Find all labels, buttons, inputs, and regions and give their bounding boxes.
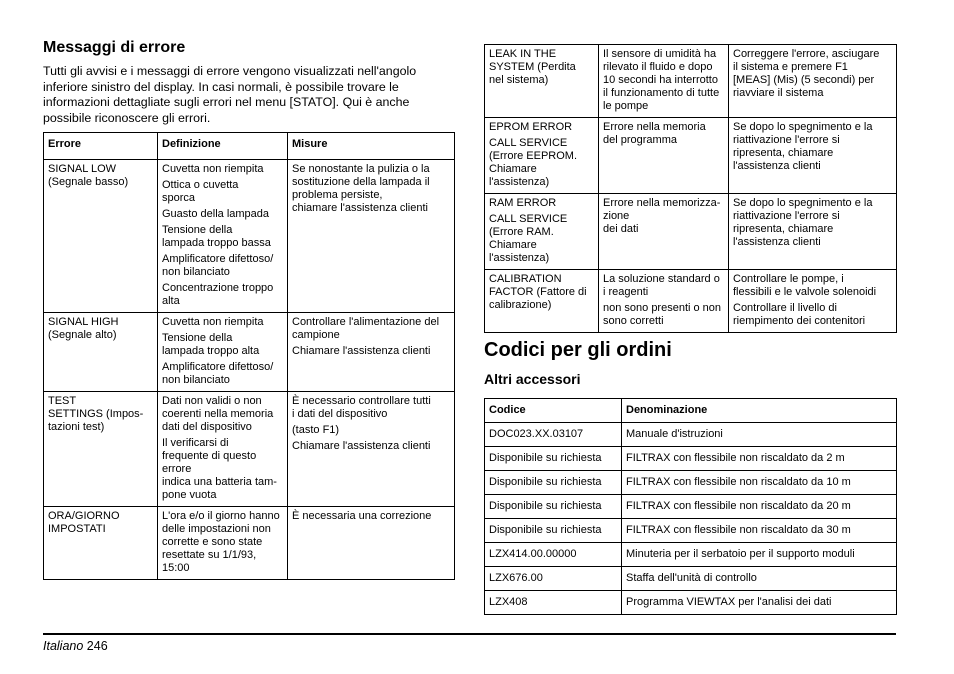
cell-line: nel sistema) (489, 74, 549, 86)
error-cell (485, 45, 599, 118)
intro-line: possibile riconoscere gli errori. (43, 110, 211, 125)
cell-line: [MEAS] (Mis) (5 secondi) per (733, 74, 875, 86)
cell-line: FACTOR (Fattore di (489, 286, 587, 298)
cell-line: delle impostazioni non (162, 523, 271, 535)
cell-line: l'assistenza clienti (733, 160, 821, 172)
definition-cell (158, 392, 288, 507)
code-cell: LZX676.00 (485, 567, 622, 591)
error-cell (44, 160, 158, 313)
cell-line: Chiamare (489, 239, 537, 251)
cell-line: sono corretti (603, 315, 664, 327)
cell-line: Controllare l'alimentazione del (292, 316, 440, 328)
table-row (485, 543, 897, 567)
footer-language: Italiano (43, 639, 84, 653)
cell-line: Controllare le pompe, i (733, 273, 844, 285)
cell-line: i dati del dispositivo (292, 408, 388, 420)
definition-cell (599, 194, 729, 270)
cell-line: Il verificarsi di (162, 437, 229, 449)
cell-line: Cuvetta non riempita (162, 316, 264, 328)
cell-line: non sono presenti o non (603, 302, 722, 314)
cell-line: Chiamare (489, 163, 537, 175)
cell-line: problema persiste, (292, 189, 383, 201)
definition-cell (158, 313, 288, 392)
cell-line: IMPOSTATI (48, 523, 106, 535)
cell-line: Se dopo lo spegnimento e la (733, 197, 873, 209)
cell-line: Dati non validi o non (162, 395, 262, 407)
cell-line: le pompe (603, 100, 649, 112)
table-row (485, 591, 897, 615)
subsection-heading: Altri accessori (484, 371, 581, 387)
description-cell: FILTRAX con flessibile non riscaldato da 10 m (622, 471, 897, 495)
error-cell (44, 507, 158, 580)
cell-line: 10 secondi ha interrotto (603, 74, 718, 86)
cell-line: 15:00 (162, 562, 190, 574)
cell-line: Cuvetta non riempita (162, 163, 264, 175)
cell-line: È necessario controllare tutti (292, 395, 431, 407)
cell-line: EPROM ERROR (489, 121, 573, 133)
page-footer (43, 639, 108, 653)
cell-line: TEST (48, 395, 77, 407)
table-row (485, 519, 897, 543)
cell-line: L'ora e/o il giorno hanno (162, 510, 280, 522)
cell-line: l'assistenza) (489, 252, 550, 264)
cell-line: Errore nella memoria (603, 121, 706, 133)
cell-line: Se dopo lo spegnimento e la (733, 121, 873, 133)
error-cell (44, 392, 158, 507)
accessories-table (484, 398, 897, 615)
cell-line: lampada troppo alta (162, 345, 260, 357)
definition-cell (599, 270, 729, 333)
cell-line: indica una batteria tam- (162, 476, 277, 488)
measures-cell (288, 507, 455, 580)
page-number: 246 (86, 639, 108, 653)
intro-line: Tutti gli avvisi e i messaggi di errore vengono visualizzati nell'angolo (43, 64, 417, 78)
column-header: Definizione (158, 133, 288, 160)
cell-line: riempimento dei contenitori (733, 315, 866, 327)
table-row (485, 471, 897, 495)
cell-line: CALL SERVICE (489, 137, 568, 149)
code-cell: Disponibile su richiesta (485, 447, 622, 471)
cell-line: Errore nella memorizza- (603, 197, 721, 209)
cell-line: dati del dispositivo (162, 421, 252, 433)
cell-line: (Segnale basso) (48, 176, 129, 188)
cell-line: ripresenta, chiamare (733, 147, 834, 159)
cell-line: Chiamare l'assistenza clienti (292, 440, 431, 452)
cell-line: riattivazione l'errore si (733, 134, 840, 146)
cell-line: La soluzione standard o (603, 273, 720, 285)
cell-line: Ottica o cuvetta (162, 179, 239, 191)
column-header: Misure (288, 133, 455, 160)
table-row (485, 495, 897, 519)
table-row (485, 45, 897, 118)
cell-line: CALL SERVICE (489, 213, 568, 225)
cell-line: coerenti nella memoria (162, 408, 274, 420)
cell-line: alta (162, 295, 180, 307)
cell-line: (Errore RAM. (489, 226, 554, 238)
cell-line: rilevato il fluido e dopo (603, 61, 713, 73)
cell-line: del programma (603, 134, 677, 146)
table-row (44, 160, 455, 313)
description-cell: Programma VIEWTAX per l'analisi dei dati (622, 591, 897, 615)
column-header: Codice (485, 399, 622, 423)
table-row (485, 194, 897, 270)
cell-line: Concentrazione troppo (162, 282, 274, 294)
cell-line: sostituzione della lampada il (292, 176, 430, 188)
cell-line: campione (292, 329, 340, 341)
description-cell: FILTRAX con flessibile non riscaldato da 2 m (622, 447, 897, 471)
cell-line: pone vuota (162, 489, 217, 501)
table-row (485, 567, 897, 591)
definition-cell (599, 45, 729, 118)
table-row (44, 507, 455, 580)
cell-line: Correggere l'errore, asciugare (733, 48, 880, 60)
table-row (485, 447, 897, 471)
cell-line: zione (603, 210, 630, 222)
cell-line: tazioni test) (48, 421, 105, 433)
measures-cell (729, 270, 897, 333)
measures-cell (729, 45, 897, 118)
table-row (485, 118, 897, 194)
measures-cell (288, 160, 455, 313)
footer-rule (43, 633, 896, 635)
measures-cell (729, 194, 897, 270)
cell-line: Controllare il livello di (733, 302, 837, 314)
description-cell: Minuteria per il serbatoio per il supporto moduli (622, 543, 897, 567)
code-cell: LZX408 (485, 591, 622, 615)
error-cell (44, 313, 158, 392)
table-row (44, 313, 455, 392)
description-cell: FILTRAX con flessibile non riscaldato da 20 m (622, 495, 897, 519)
measures-cell (729, 118, 897, 194)
cell-line: riavviare il sistema (733, 87, 824, 99)
code-cell: Disponibile su richiesta (485, 471, 622, 495)
description-cell: FILTRAX con flessibile non riscaldato da 30 m (622, 519, 897, 543)
table-row (485, 423, 897, 447)
code-cell: DOC023.XX.03107 (485, 423, 622, 447)
intro-line: informazioni dettagliate sugli errori nel menu [STATO]. Qui è anche (43, 95, 410, 110)
cell-line: corrette e sono state (162, 536, 263, 548)
description-cell: Staffa dell'unità di controllo (622, 567, 897, 591)
cell-line: Tensione della (162, 332, 233, 344)
cell-line: Amplificatore difettoso/ (162, 361, 274, 373)
code-cell: Disponibile su richiesta (485, 519, 622, 543)
cell-line: errore (162, 463, 192, 475)
cell-line: LEAK IN THE (489, 48, 557, 60)
cell-line: il sistema e premere F1 (733, 61, 848, 73)
cell-line: SETTINGS (Impos- (48, 408, 144, 420)
cell-line: flessibili e le valvole solenoidi (733, 286, 877, 298)
cell-line: resettate su 1/1/93, (162, 549, 257, 561)
intro-paragraph (43, 64, 463, 126)
definition-cell (158, 507, 288, 580)
cell-line: SIGNAL LOW (48, 163, 117, 175)
measures-cell (288, 313, 455, 392)
error-messages-table (43, 132, 455, 580)
cell-line: SIGNAL HIGH (48, 316, 119, 328)
column-header: Denominazione (622, 399, 897, 423)
cell-line: Se nonostante la pulizia o la (292, 163, 430, 175)
description-cell: Manuale d'istruzioni (622, 423, 897, 447)
cell-line: i reagenti (603, 286, 649, 298)
cell-line: RAM ERROR (489, 197, 557, 209)
error-messages-table-continued (484, 44, 897, 333)
cell-line: ripresenta, chiamare (733, 223, 834, 235)
intro-line: inferiore sinistro del display. In casi normali, è possibile trovare le (43, 79, 399, 94)
cell-line: (tasto F1) (292, 424, 340, 436)
cell-line: riattivazione l'errore si (733, 210, 840, 222)
cell-line: (Segnale alto) (48, 329, 117, 341)
cell-line: chiamare l'assistenza clienti (292, 202, 428, 214)
cell-line: l'assistenza) (489, 176, 550, 188)
cell-line: frequente di questo (162, 450, 257, 462)
cell-line: (Errore EEPROM. (489, 150, 578, 162)
error-cell (485, 194, 599, 270)
cell-line: lampada troppo bassa (162, 237, 271, 249)
cell-line: Tensione della (162, 224, 233, 236)
table-row (485, 270, 897, 333)
cell-line: Amplificatore difettoso/ (162, 253, 274, 265)
cell-line: ORA/GIORNO (48, 510, 120, 522)
cell-line: non bilanciato (162, 374, 230, 386)
section-heading: Messaggi di errore (43, 39, 186, 56)
table-row (44, 392, 455, 507)
cell-line: sporca (162, 192, 196, 204)
cell-line: l'assistenza clienti (733, 236, 821, 248)
code-cell: Disponibile su richiesta (485, 495, 622, 519)
cell-line: È necessaria una correzione (292, 510, 432, 522)
definition-cell (599, 118, 729, 194)
error-cell (485, 118, 599, 194)
page-title: Codici per gli ordini (484, 339, 672, 361)
code-cell: LZX414.00.00000 (485, 543, 622, 567)
cell-line: Chiamare l'assistenza clienti (292, 345, 431, 357)
cell-line: non bilanciato (162, 266, 230, 278)
cell-line: dei dati (603, 223, 639, 235)
column-header: Errore (44, 133, 158, 160)
cell-line: il funzionamento di tutte (603, 87, 720, 99)
measures-cell (288, 392, 455, 507)
cell-line: SYSTEM (Perdita (489, 61, 576, 73)
cell-line: CALIBRATION (489, 273, 562, 285)
definition-cell (158, 160, 288, 313)
cell-line: Guasto della lampada (162, 208, 270, 220)
error-cell (485, 270, 599, 333)
cell-line: calibrazione) (489, 299, 552, 311)
cell-line: Il sensore di umidità ha (603, 48, 717, 60)
